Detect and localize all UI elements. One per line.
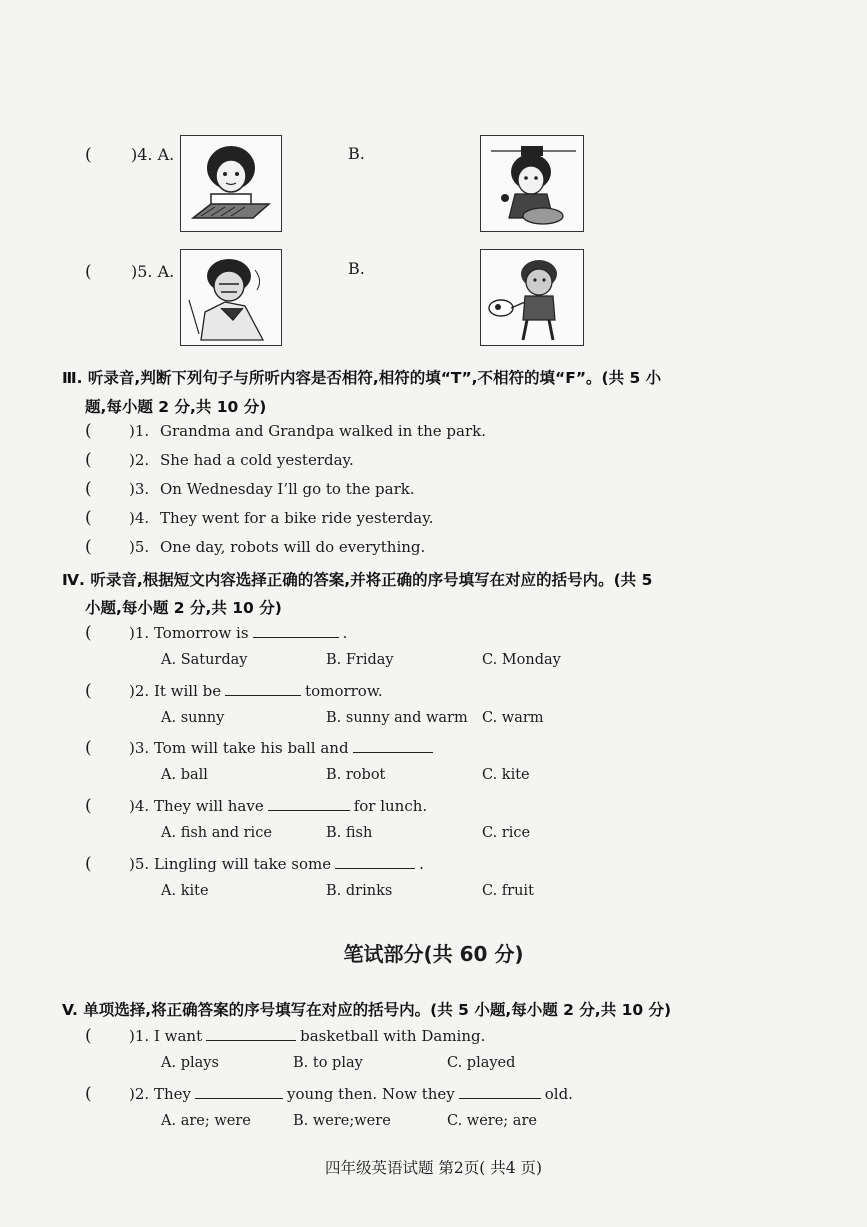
item-number: )2.: [129, 451, 150, 469]
section3-heading-line2: 题,每小题 2 分,共 10 分): [85, 398, 267, 416]
section4-heading-line1: Ⅳ. 听录音,根据短文内容选择正确的答案,并将正确的序号填写在对应的括号内。(共 5: [62, 571, 653, 589]
item-number: )3.: [129, 480, 150, 498]
item-text-pre: Lingling will take some: [153, 855, 332, 873]
item-number: )5.: [129, 855, 150, 873]
list-item: [85, 681, 785, 731]
q5-paren: (: [85, 262, 92, 282]
item-text-post: .: [342, 624, 348, 642]
item-text: They went for a bike ride yesterday.: [160, 509, 434, 527]
item-text-post: for lunch.: [353, 797, 428, 815]
answer-blank[interactable]: [253, 636, 339, 638]
item-text-pre: Tom will take his ball and: [153, 739, 349, 757]
option-b: B. fish: [326, 825, 373, 841]
item-number: )5.: [129, 538, 150, 556]
answer-blank[interactable]: [353, 751, 433, 753]
item-text-post: basketball with Daming.: [300, 1027, 486, 1045]
answer-paren[interactable]: (: [85, 479, 92, 499]
option-b: B. sunny and warm: [326, 710, 468, 726]
option-c: C. rice: [482, 825, 531, 841]
q4-paren: (: [85, 145, 92, 165]
item-number: )2.: [129, 1085, 150, 1103]
written-section-title: 笔试部分(共 60 分): [343, 942, 524, 966]
item-text: Grandma and Grandpa walked in the park.: [160, 422, 486, 440]
item-text-mid: young then. Now they: [286, 1085, 455, 1103]
answer-blank[interactable]: [225, 694, 301, 696]
item-text-pre: They: [153, 1085, 191, 1103]
item-text-pre: I want: [153, 1027, 203, 1045]
list-item: [85, 796, 785, 846]
option-c: C. fruit: [482, 883, 534, 899]
option-b: B. Friday: [326, 652, 394, 668]
item-text: On Wednesday I’ll go to the park.: [160, 480, 415, 498]
list-item: [85, 421, 486, 441]
q5-number: )5. A.: [131, 262, 175, 281]
option-c: C. played: [447, 1055, 516, 1071]
list-item: [85, 738, 785, 788]
answer-paren[interactable]: (: [85, 681, 92, 701]
q4-option-b-label: B.: [348, 144, 365, 163]
item-text-pre: They will have: [153, 797, 264, 815]
list-item: [85, 623, 785, 673]
item-text: She had a cold yesterday.: [160, 451, 354, 469]
list-item: [85, 508, 434, 528]
option-c: C. Monday: [482, 652, 561, 668]
option-b: B. robot: [326, 767, 386, 783]
option-b: B. were;were: [293, 1113, 391, 1129]
item-number: )1.: [129, 624, 150, 642]
answer-paren[interactable]: (: [85, 537, 92, 557]
answer-blank[interactable]: [459, 1097, 541, 1099]
item-number: )2.: [129, 682, 150, 700]
option-b: B. drinks: [326, 883, 393, 899]
option-a: A. plays: [161, 1055, 219, 1071]
option-c: C. kite: [482, 767, 530, 783]
answer-blank[interactable]: [335, 867, 415, 869]
item-text-pre: Tomorrow is: [153, 624, 249, 642]
list-item: [85, 1026, 785, 1076]
item-number: )4.: [129, 797, 150, 815]
page-footer: 四年级英语试题 第2页( 共4 页): [324, 1159, 543, 1177]
q5-picture-b: [480, 249, 584, 346]
answer-paren[interactable]: (: [85, 854, 92, 874]
option-a: A. kite: [161, 883, 209, 899]
q4-number: )4. A.: [131, 145, 175, 164]
option-a: A. are; were: [161, 1113, 251, 1129]
answer-paren[interactable]: (: [85, 796, 92, 816]
answer-blank[interactable]: [195, 1097, 283, 1099]
answer-paren[interactable]: (: [85, 421, 92, 441]
item-number: )1.: [129, 1027, 150, 1045]
item-text-post: tomorrow.: [305, 682, 383, 700]
item-number: )1.: [129, 422, 150, 440]
list-item: [85, 1084, 785, 1134]
option-a: A. fish and rice: [161, 825, 272, 841]
item-number: )3.: [129, 739, 150, 757]
section4-heading-line2: 小题,每小题 2 分,共 10 分): [85, 599, 282, 617]
q5-picture-a: [180, 249, 282, 346]
q4-picture-a: [180, 135, 282, 232]
q4-picture-b: [480, 135, 584, 232]
option-c: C. warm: [482, 710, 544, 726]
section3-heading-line1: Ⅲ. 听录音,判断下列句子与所听内容是否相符,相符的填“T”,不相符的填“F”。(共 5 小: [62, 369, 662, 387]
list-item: [85, 450, 354, 470]
item-text: One day, robots will do everything.: [160, 538, 426, 556]
list-item: [85, 537, 426, 557]
q5-option-b-label: B.: [348, 259, 365, 278]
answer-paren[interactable]: (: [85, 508, 92, 528]
option-a: A. Saturday: [161, 652, 248, 668]
answer-paren[interactable]: (: [85, 450, 92, 470]
item-text-pre: It will be: [153, 682, 222, 700]
answer-blank[interactable]: [268, 809, 350, 811]
item-number: )4.: [129, 509, 150, 527]
answer-blank[interactable]: [206, 1039, 296, 1041]
list-item: [85, 854, 785, 904]
option-b: B. to play: [293, 1055, 363, 1071]
answer-paren[interactable]: (: [85, 1026, 92, 1046]
list-item: [85, 479, 415, 499]
answer-paren[interactable]: (: [85, 738, 92, 758]
item-text-post: old.: [544, 1085, 573, 1103]
item-text-post: .: [419, 855, 424, 873]
answer-paren[interactable]: (: [85, 623, 92, 643]
section5-heading: V. 单项选择,将正确答案的序号填写在对应的括号内。(共 5 小题,每小题 2 分,共 10 分): [62, 1001, 672, 1019]
option-c: C. were; are: [447, 1113, 537, 1129]
option-a: A. sunny: [161, 710, 225, 726]
option-a: A. ball: [161, 767, 208, 783]
answer-paren[interactable]: (: [85, 1084, 92, 1104]
